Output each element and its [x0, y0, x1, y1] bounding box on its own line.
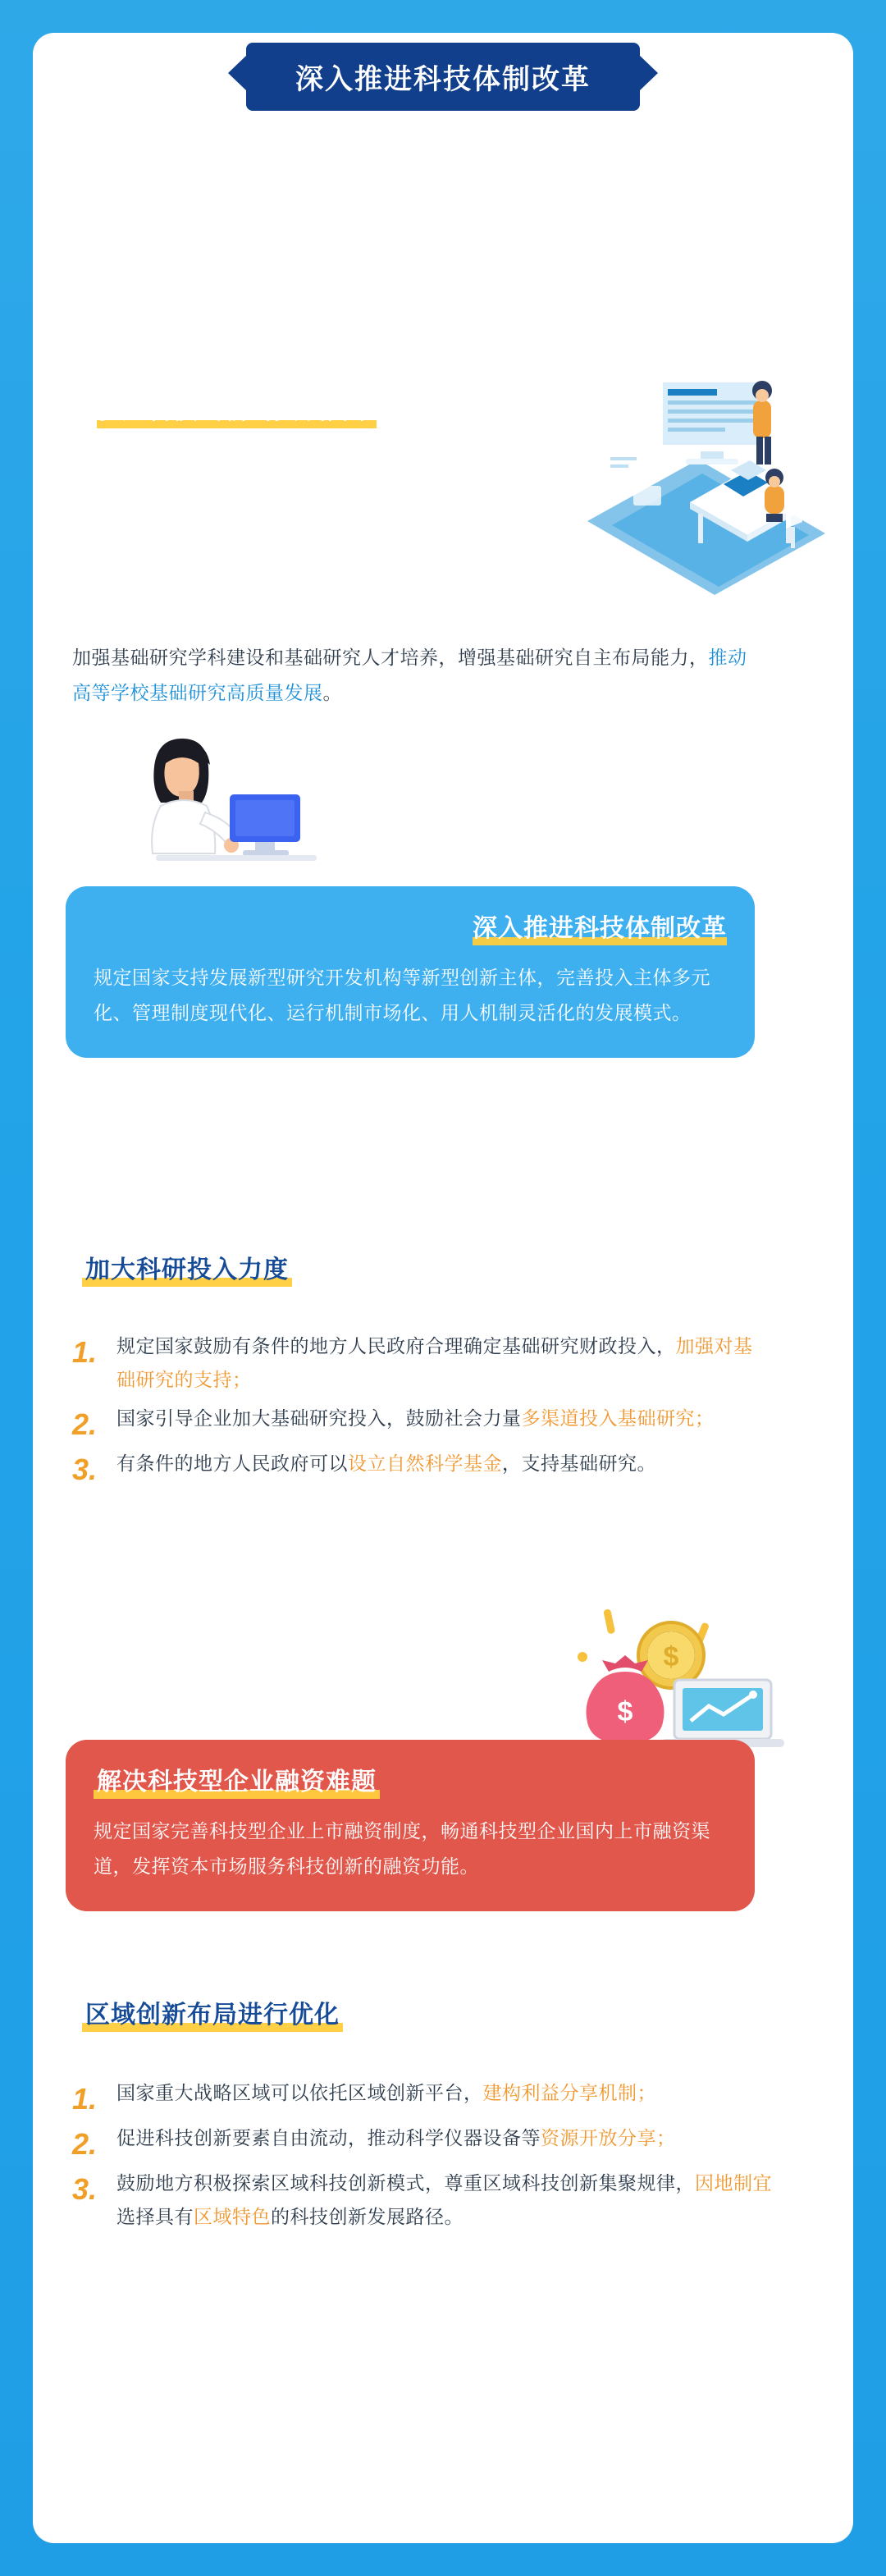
banner-title: 深入推进科技体制改革 [295, 64, 591, 95]
hero-line-highlight: 促进科技创新的实践需求 [97, 396, 377, 428]
header-banner [246, 43, 640, 111]
list-item-text [116, 2121, 778, 2155]
red-section-box [66, 1740, 755, 1911]
list-item [72, 1447, 770, 1487]
list-item-text [116, 1402, 770, 1435]
hero-line-1: 修订后的科学技术进步法 [97, 225, 377, 252]
list-item-text-part: 鼓励地方积极探索区域科技创新模式，尊重区域科技创新集聚规律， [116, 2172, 695, 2194]
list-item-text-highlight: 多渠道投入基础研究； [521, 1407, 715, 1429]
office-illustration [563, 353, 833, 599]
list-item-text-highlight: 区域特色 [194, 2206, 271, 2228]
list-item [72, 1402, 770, 1442]
list-item [72, 2121, 778, 2162]
section-heading-investment [82, 1249, 292, 1287]
list-item-text-part: 国家引导企业加大基础研究投入，鼓励社会力量 [116, 1407, 522, 1429]
list-item [72, 2166, 778, 2234]
red-section-body: 规定国家完善科技型企业上市融资制度，畅通科技型企业国内上市融资渠道，发挥资本市场服务科技创新的融资功能。 [94, 1820, 710, 1877]
blue-section-title [94, 908, 727, 945]
hero-line-3: 我国科技领域改革发展经验成果 [97, 310, 453, 338]
red-section-title [94, 1761, 727, 1799]
list-regional [72, 2076, 778, 2239]
list-item-text-part: 的科技创新发展路径。 [271, 2206, 464, 2228]
svg-text:$: $ [663, 1641, 679, 1672]
list-item-text-part: 有条件的地方人民政府可以 [116, 1453, 348, 1475]
paragraph-text-after: 。 [322, 681, 342, 703]
list-item-text-part: 促进科技创新要素自由流动，推动科学仪器设备等 [116, 2127, 541, 2149]
list-item-text-part: 规定国家鼓励有条件的地方人民政府合理确定基础研究财政投入， [116, 1335, 676, 1357]
list-item-number: 1. [72, 2082, 98, 2116]
list-item-text [116, 2076, 778, 2110]
list-item-text-highlight: 资源开放分享； [541, 2127, 676, 2149]
list-item-number: 1. [72, 1335, 98, 1369]
section-heading-investment-text: 加大科研投入力度 [82, 1249, 292, 1287]
paragraph-text-before: 加强基础研究学科建设和基础研究人才培养，增强基础研究自主布局能力， [72, 647, 709, 668]
list-item-text-part: 国家重大战略区域可以依托区域创新平台， [116, 2082, 483, 2103]
section-heading-regional-text: 区域创新布局进行优化 [82, 1994, 343, 2032]
hero-line-4: 并全面反映了 [97, 354, 249, 382]
section-heading-regional [82, 1994, 343, 2032]
list-investment [72, 1329, 770, 1492]
svg-text:$: $ [617, 1696, 633, 1727]
list-item [72, 1329, 770, 1397]
list-item-text [116, 1329, 770, 1397]
list-item-text-highlight: 因地制宜 [695, 2172, 772, 2194]
paragraph-basic-research [72, 640, 750, 710]
woman-at-computer-illustration [107, 730, 336, 895]
list-item [72, 2076, 778, 2116]
list-item-number: 3. [72, 1453, 98, 1487]
list-item-text-highlight: 设立自然科学基金 [348, 1453, 502, 1475]
blue-section-title-text: 深入推进科技体制改革 [473, 908, 727, 945]
red-section-title-text: 解决科技型企业融资难题 [94, 1761, 380, 1799]
blue-section-body: 规定国家支持发展新型研究开发机构等新型创新主体，完善投入主体多元化、管理制度现代化、运行机制市场化、用人机制灵活化的发展模式。 [94, 967, 710, 1023]
list-item-text [116, 1447, 770, 1480]
list-item-number: 2. [72, 1407, 98, 1441]
paragraph-text-highlight: 推动高等学校基础研究高质量发展 [72, 647, 747, 703]
hero-line-2: 充分体现了 [97, 268, 224, 295]
list-item-text [116, 2166, 778, 2234]
list-item-number: 2. [72, 2127, 98, 2162]
list-item-text-part: ，支持基础研究。 [502, 1453, 656, 1475]
list-item-text-part: 选择具有 [116, 2206, 194, 2228]
list-item-text-highlight: 建构利益分享机制； [482, 2082, 656, 2103]
header-banner-wrap [0, 43, 886, 111]
blue-section-box [66, 886, 755, 1058]
list-item-text-highlight: 加强对基础研究的支持； [116, 1335, 753, 1390]
list-item-number: 3. [72, 2172, 98, 2207]
hero-headline [97, 223, 556, 428]
